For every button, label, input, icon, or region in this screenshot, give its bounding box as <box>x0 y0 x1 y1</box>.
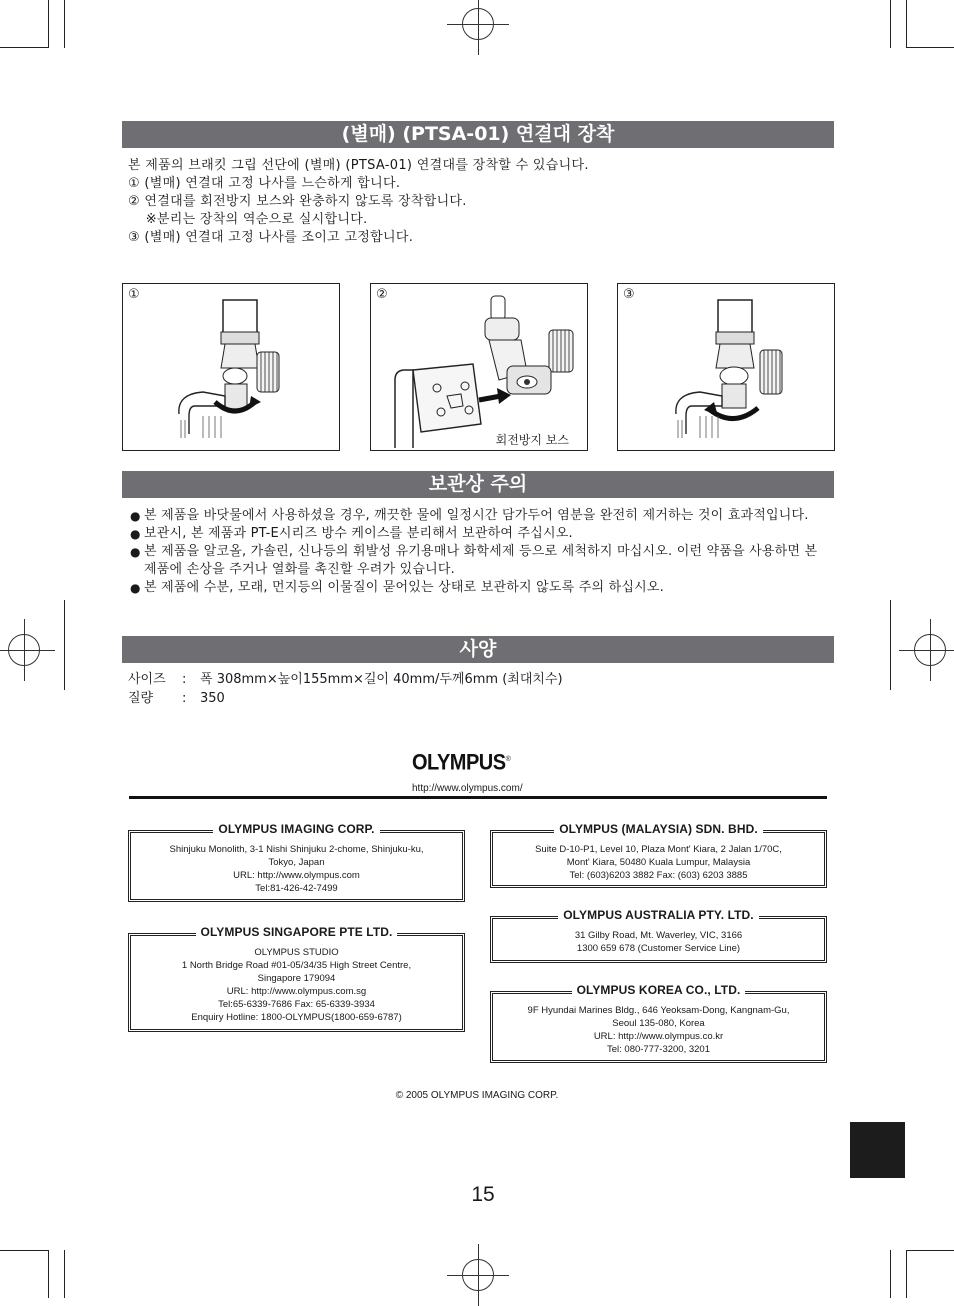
office-phone: Tel:65-6339-7686 Fax: 65-6339-3934 <box>218 999 375 1010</box>
crop-mark <box>890 1250 891 1298</box>
instruction-step-1: ① (별매) 연결대 고정 나사를 느슨하게 합니다. <box>128 176 401 191</box>
office-address-line: OLYMPUS STUDIO <box>254 947 339 958</box>
office-phone: 1300 659 678 (Customer Service Line) <box>576 943 741 954</box>
spec-row <box>128 689 563 708</box>
office-address-line: 1 North Bridge Road #01-05/34/35 High Street Centre, <box>181 960 412 971</box>
figure-step-3 <box>617 283 835 451</box>
bracket-illustration-icon <box>123 284 339 450</box>
figure-step-1 <box>122 283 340 451</box>
instruction-step-3: ③ (별매) 연결대 고정 나사를 조이고 고정합니다. <box>128 230 414 245</box>
office-url[interactable]: URL: http://www.olympus.co.kr <box>593 1031 724 1042</box>
olympus-logo <box>412 751 510 776</box>
storage-precautions-list <box>130 507 830 597</box>
crop-mark <box>64 1250 65 1298</box>
adapter-mounting-illustration-icon <box>371 284 587 450</box>
office-box-singapore <box>128 925 465 1032</box>
office-name: OLYMPUS AUSTRALIA PTY. LTD. <box>558 908 759 922</box>
office-address-line: Shinjuku Monolith, 3-1 Nishi Shinjuku 2-chome, Shinjuku-ku, <box>169 844 424 855</box>
office-box-australia <box>490 908 827 963</box>
office-hotline: Enquiry Hotline: 1800-OLYMPUS(1800-659-6787) <box>191 1012 402 1023</box>
section-tab-marker <box>850 1122 905 1178</box>
list-item: ● 본 제품에 수분, 모래, 먼지등의 이물질이 묻어있는 상태로 보관하지 않도록 주의 하십시오. <box>130 579 830 597</box>
instruction-step-2: ② 연결대를 회전방지 보스와 완충하지 않도록 장착합니다. <box>128 194 467 209</box>
crop-mark <box>0 47 48 48</box>
registration-mark-bottom <box>462 1259 494 1291</box>
section-title-specs: 사양 <box>122 636 834 663</box>
figure-number: ③ <box>623 287 635 302</box>
crop-mark <box>906 1250 954 1251</box>
office-name: OLYMPUS KOREA CO., LTD. <box>572 983 746 997</box>
logo-text: OLYMPUS <box>412 750 506 776</box>
page-number: 15 <box>471 1183 495 1206</box>
office-address-line: Suite D-10-P1, Level 10, Plaza Mont' Kiara, 2 Jalan 1/70C, <box>535 844 782 855</box>
office-url[interactable]: URL: http://www.olympus.com.sg <box>226 986 367 997</box>
list-item: ● 본 제품을 바닷물에서 사용하셨을 경우, 깨끗한 물에 일정시간 담가두어 염분을 완전히 제거하는 것이 효과적입니다. <box>130 507 830 525</box>
spec-separator: : <box>182 672 187 687</box>
registered-mark: ® <box>505 755 511 764</box>
registration-mark-left <box>8 634 40 666</box>
office-address-line: Singapore 179094 <box>257 973 336 984</box>
list-item: ● 본 제품을 알코올, 가솔린, 신나등의 휘발성 유기용매나 화학세제 등으로 세척하지 마십시오. 이런 약품을 사용하면 본 제품에 손상을 주거나 열화를 촉진할 우려가 있습니다. <box>130 543 830 579</box>
figure-number: ① <box>128 287 140 302</box>
copyright: © 2005 OLYMPUS IMAGING CORP. <box>395 1090 559 1101</box>
figure-caption: 회전방지 보스 <box>495 433 569 447</box>
office-box-korea <box>490 983 827 1063</box>
crop-mark <box>890 0 891 48</box>
spec-value: 폭 308mm×높이155mm×길이 40mm/두께6mm (최대치수) <box>200 672 563 687</box>
bracket-illustration-icon <box>618 284 834 450</box>
instruction-note: ※분리는 장착의 역순으로 실시합니다. <box>128 212 368 227</box>
section-title-adapter: (별매) (PTSA-01) 연결대 장착 <box>122 121 834 148</box>
crop-mark <box>0 1250 48 1251</box>
office-address-line: Seoul 135-080, Korea <box>612 1018 705 1029</box>
office-phone: Tel:81-426-42-7499 <box>255 883 338 894</box>
registration-mark-top <box>462 8 494 40</box>
figure-step-2 <box>370 283 588 451</box>
section-title-storage: 보관상 주의 <box>122 471 834 498</box>
side-mark <box>890 600 891 690</box>
brand-url[interactable]: http://www.olympus.com/ <box>412 783 523 794</box>
side-mark <box>64 600 65 690</box>
crop-mark <box>906 1250 907 1298</box>
office-name: OLYMPUS IMAGING CORP. <box>213 822 379 836</box>
office-address-line: Mont' Kiara, 50480 Kuala Lumpur, Malaysia <box>566 857 751 868</box>
spec-table <box>128 670 563 708</box>
divider <box>129 796 827 799</box>
list-item: ● 보관시, 본 제품과 PT-E시리즈 방수 케이스를 분리해서 보관하여 주십시오. <box>130 525 830 543</box>
office-phone: Tel: 080-777-3200, 3201 <box>607 1044 710 1055</box>
office-name: OLYMPUS SINGAPORE PTE LTD. <box>196 925 398 939</box>
office-box-japan <box>128 822 465 902</box>
spec-separator: : <box>182 691 187 706</box>
crop-mark <box>906 0 907 48</box>
office-url[interactable]: URL: http://www.olympus.com <box>233 870 360 881</box>
spec-label: 질량 <box>128 691 154 706</box>
spec-label: 사이즈 <box>128 672 166 687</box>
office-phone: Tel: (603)6203 3882 Fax: (603) 6203 3885 <box>569 870 748 881</box>
figure-number: ② <box>376 287 388 302</box>
instruction-line: 본 제품의 브래킷 그립 선단에 (별매) (PTSA-01) 연결대를 장착할 수 있습니다. <box>128 158 589 173</box>
spec-value: 350 <box>200 691 225 706</box>
office-box-malaysia <box>490 822 827 888</box>
office-address-line: 31 Gilby Road, Mt. Waverley, VIC, 3166 <box>574 930 743 941</box>
crop-mark <box>64 0 65 48</box>
office-address-line: 9F Hyundai Marines Bldg., 646 Yeoksam-Dong, Kangnam-Gu, <box>527 1005 790 1016</box>
crop-mark <box>48 0 49 48</box>
registration-mark-right <box>914 634 946 666</box>
crop-mark <box>906 47 954 48</box>
office-address-line: Tokyo, Japan <box>268 857 325 868</box>
spec-row <box>128 670 563 689</box>
office-name: OLYMPUS (MALAYSIA) SDN. BHD. <box>554 822 763 836</box>
crop-mark <box>48 1250 49 1298</box>
